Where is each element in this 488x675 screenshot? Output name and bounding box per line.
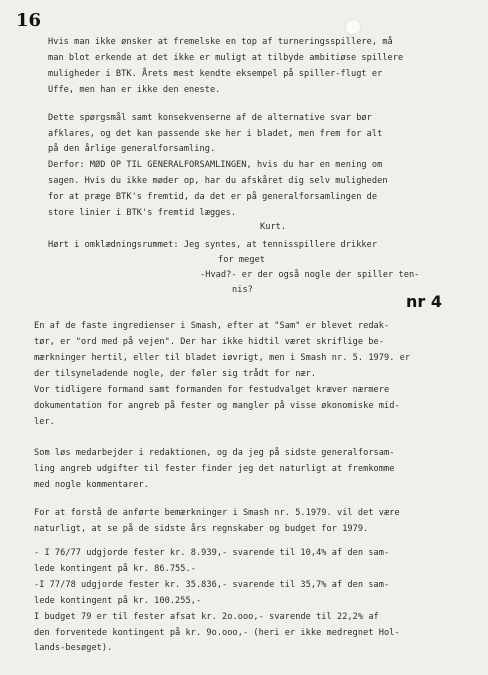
body-line: den forventede kontingent på kr. 9o.ooo,- (heri er ikke medregnet Hol- bbox=[34, 628, 400, 638]
body-line: for meget bbox=[218, 255, 266, 265]
signature: Kurt. bbox=[260, 222, 287, 232]
page-number: 16 bbox=[16, 10, 42, 31]
body-line: nis? bbox=[232, 285, 253, 295]
body-line: store linier i BTK's fremtid lægges. bbox=[48, 208, 237, 218]
body-line: Som løs medarbejder i redaktionen, og da jeg på sidste generalforsam- bbox=[34, 448, 395, 458]
body-line: -Hvad?- er der også nogle der spiller ten- bbox=[200, 270, 420, 280]
body-line: -I 77/78 udgjorde fester kr. 35.836,- svarende til 35,7% af den sam- bbox=[34, 580, 390, 590]
body-line: lede kontingent på kr. 86.755.- bbox=[34, 564, 196, 574]
body-line: ling angreb udgifter til fester finder jeg det naturligt at fremkomme bbox=[34, 464, 395, 474]
body-line: med nogle kommentarer. bbox=[34, 480, 149, 490]
body-line: lede kontingent på kr. 100.255,- bbox=[34, 596, 202, 606]
body-line: man blot erkende at det ikke er muligt at tilbyde ambitiøse spillere bbox=[48, 53, 404, 63]
body-line: for at præge BTK's fremtid, da det er på generalforsamlingen de bbox=[48, 192, 378, 202]
body-line: dokumentation for angreb på fester og mangler på visse økonomiske mid- bbox=[34, 401, 400, 411]
body-line: tør, er "ord med på vejen". Der har ikke hidtil været skriflige be- bbox=[34, 337, 384, 347]
body-line: Hvis man ikke ønsker at fremelske en top af turneringsspillere, må bbox=[48, 37, 393, 47]
body-line: Hørt i omklædningsrummet: Jeg syntes, at tennisspillere drikker bbox=[48, 240, 378, 250]
body-line: I budget 79 er til fester afsat kr. 2o.ooo,- svarende til 22,2% af bbox=[34, 612, 379, 622]
body-line: muligheder i BTK. Årets mest kendte eksempel på spiller-flugt er bbox=[48, 69, 383, 79]
body-line: Vor tidligere formand samt formanden for festudvalget kræver nærmere bbox=[34, 385, 390, 395]
punch-hole bbox=[346, 20, 360, 34]
body-line: Uffe, men han er ikke den eneste. bbox=[48, 85, 221, 95]
section-heading: nr 4 bbox=[406, 292, 442, 311]
body-line: - I 76/77 udgjorde fester kr. 8.939,- svarende til 10,4% af den sam- bbox=[34, 548, 390, 558]
body-line: mærkninger hertil, eller til bladet iøvrigt, men i Smash nr. 5. 1979. er bbox=[34, 353, 411, 363]
body-line: afklares, og det kan passende ske her i bladet, men frem for alt bbox=[48, 129, 383, 139]
body-line: naturligt, at se på de sidste års regnskaber og budget for 1979. bbox=[34, 524, 369, 534]
body-line: For at forstå de anførte bemærkninger i Smash nr. 5.1979. vil det være bbox=[34, 508, 400, 518]
body-line: Derfor: MØD OP TIL GENERALFORSAMLINGEN, hvis du har en mening om bbox=[48, 160, 383, 170]
body-line: på den årlige generalforsamling. bbox=[48, 144, 216, 154]
body-line: Dette spørgsmål samt konsekvenserne af de alternative svar bør bbox=[48, 113, 372, 123]
body-line: der tilsyneladende nogle, der føler sig trådt for nær. bbox=[34, 369, 317, 379]
body-line: ler. bbox=[34, 417, 55, 427]
body-line: sagen. Hvis du ikke møder op, har du afskåret dig selv muligheden bbox=[48, 176, 388, 186]
body-line: En af de faste ingredienser i Smash, efter at "Sam" er blevet redak- bbox=[34, 321, 390, 331]
body-line: lands-besøget). bbox=[34, 643, 113, 653]
